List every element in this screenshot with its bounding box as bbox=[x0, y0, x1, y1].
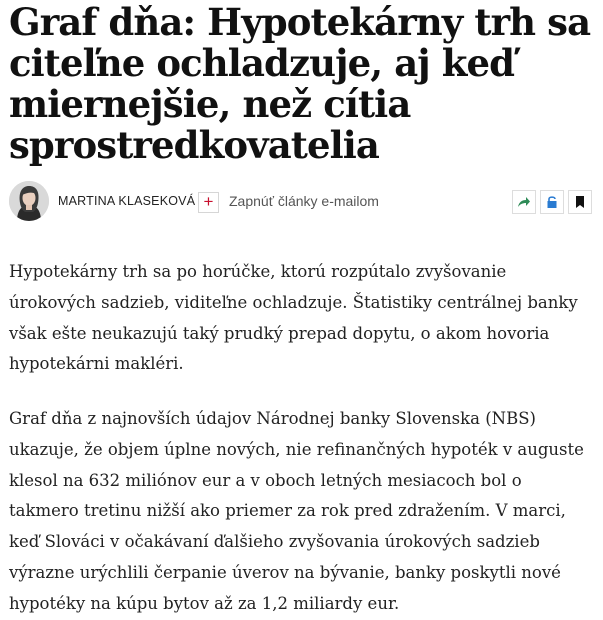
article-byline bbox=[9, 181, 594, 223]
article-headline: Graf dňa: Hypotekárny trh sa citeľne ochladzuje, aj keď miernejšie, než cítia sprostredkovatelia bbox=[9, 0, 591, 167]
subscribe-email-link[interactable]: Zapnúť články e-mailom bbox=[229, 193, 379, 209]
bookmark-button[interactable] bbox=[568, 190, 592, 214]
follow-author-button[interactable] bbox=[198, 192, 219, 213]
article-paragraph: Graf dňa z najnovších údajov Národnej banky Slovenska (NBS) ukazuje, že objem úplne nových, nie refinančných hypoték v auguste klesol na 632 miliónov eur a v oboch letných mesiacoch bol o takmero tretinu nižší ako priemer za rok pred zdražením. V marci, keď Slováci v očakávaní ďalšieho zvyšovania úrokových sadzieb výrazne urýchlili čerpanie úverov na bývanie, banky poskytli nové hypotéky na kúpu bytov až za 1,2 miliardy eur. bbox=[9, 409, 584, 613]
plus-icon: + bbox=[203, 192, 214, 211]
author-name[interactable]: MARTINA KLASEKOVÁ bbox=[58, 194, 196, 208]
share-arrow-icon bbox=[517, 195, 531, 209]
article-paragraph: Hypotekárny trh sa po horúčke, ktorú rozpútalo zvyšovanie úrokových sadzieb, viditeľne ochladzuje. Štatistiky centrálnej banky však ešte neukazujú taký prudký prepad dopytu, o akom hovoria hypotekárni makléri. bbox=[9, 262, 578, 374]
author-avatar[interactable] bbox=[9, 181, 49, 221]
share-button[interactable] bbox=[512, 190, 536, 214]
bookmark-icon bbox=[573, 195, 587, 209]
lock-button[interactable] bbox=[540, 190, 564, 214]
padlock-icon bbox=[545, 195, 559, 209]
